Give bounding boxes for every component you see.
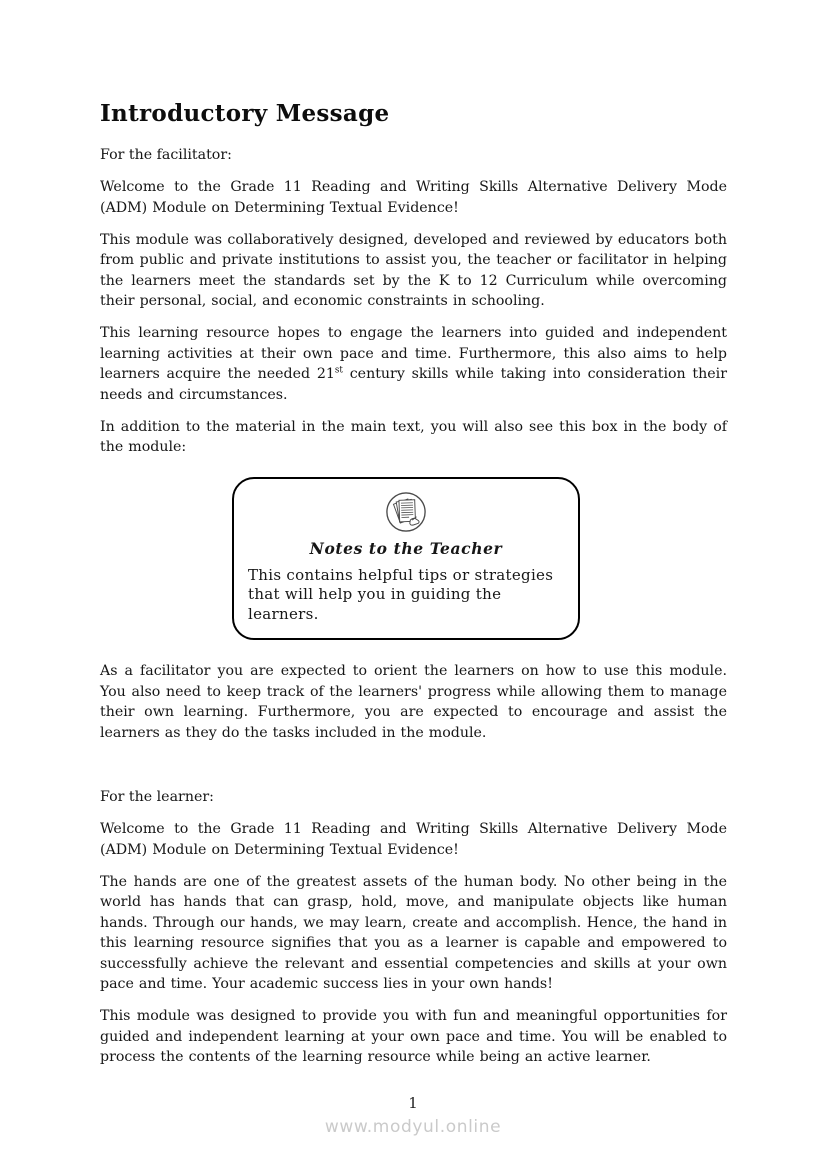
notes-to-teacher-box (232, 477, 580, 641)
paragraph-text: century skills while taking into consideration their needs and circumstances. (100, 366, 727, 403)
paragraph-text: This learning resource hopes to engage the learners into guided and independent learning activities at their own pace and time. Furthermore, this also aims to help learners acquire the needed 21 (100, 325, 727, 382)
page-title: Introductory Message (100, 100, 390, 127)
page-content (100, 100, 727, 1079)
box-intro-paragraph: In addition to the material in the main text, you will also see this box in the body of the module: (100, 418, 727, 455)
note-box-body: This contains helpful tips or strategies that will help you in guiding the learners. (248, 565, 554, 623)
hands-paragraph: The hands are one of the greatest assets of the human body. No other being in the world has hands that can grasp, hold, move, and manipulate objects like human hands. Through our hands, we may learn, create and accomplish. Hence, the hand in this learning resource signifies that you as a learner is capable and empowered to successfully achieve the relevant and essential competencies and skills at your own pace and time. Your academic success lies in your own hands! (100, 873, 727, 992)
learner-label: For the learner: (100, 789, 214, 805)
note-box-title: Notes to the Teacher (309, 538, 503, 558)
facilitator-label: For the facilitator: (100, 147, 232, 163)
facilitator-welcome-paragraph: Welcome to the Grade 11 Reading and Writing Skills Alternative Delivery Mode (ADM) Module on Determining Textual Evidence! (100, 179, 727, 216)
learner-welcome-paragraph: Welcome to the Grade 11 Reading and Writing Skills Alternative Delivery Mode (ADM) Module on Determining Textual Evidence! (100, 821, 727, 858)
learner-section (100, 787, 727, 1068)
ordinal-superscript: st (334, 365, 343, 376)
page-footer (0, 1094, 826, 1137)
learning-resource-paragraph (100, 323, 727, 405)
watermark: www.modyul.online (324, 1117, 502, 1137)
facilitator-role-paragraph: As a facilitator you are expected to orient the learners on how to use this module. You also need to keep track of the learners' progress while allowing them to manage their own learning. Furthermore, you are expected to encourage and assist the learners as they do the tasks included in the module. (100, 663, 727, 741)
page-number: 1 (408, 1094, 418, 1112)
module-design-paragraph: This module was collaboratively designed, developed and reviewed by educators both from public and private institutions to assist you, the teacher or facilitator in helping the learners meet the standards set by the K to 12 Curriculum while overcoming their personal, social, and economic constraints in schooling. (100, 231, 727, 309)
notes-papers-icon (248, 491, 564, 533)
module-purpose-paragraph: This module was designed to provide you with fun and meaningful opportunities for guided and independent learning at your own pace and time. You will be enabled to process the contents of the learning resource while being an active learner. (100, 1008, 727, 1065)
